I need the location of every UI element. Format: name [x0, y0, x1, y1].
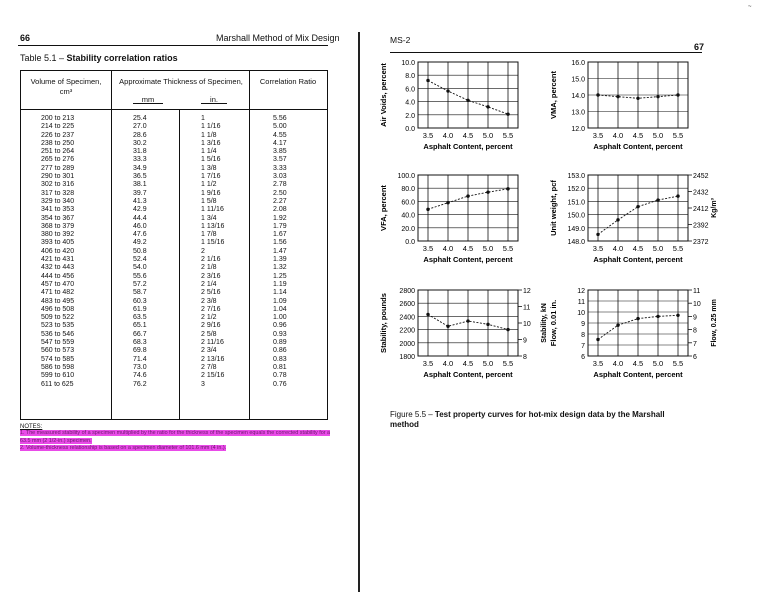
x-tick-label: 3.5 — [592, 131, 604, 140]
data-point — [506, 187, 509, 190]
inches-cell: 2 13/16 — [201, 355, 225, 363]
inches-cell: 1 1/16 — [201, 123, 221, 131]
inches-cell: 2 9/16 — [201, 322, 221, 330]
x-axis-label: Asphalt Content, percent — [423, 370, 513, 379]
figure-caption — [390, 410, 690, 430]
mm-cell: 66.7 — [133, 330, 147, 338]
inches-cell: 3 — [201, 380, 205, 388]
data-point — [616, 218, 619, 221]
mm-cell: 65.1 — [133, 322, 147, 330]
ratio-cell: 1.32 — [273, 264, 287, 272]
ratio-cell: 5.56 — [273, 115, 287, 122]
mm-cell: 54.0 — [133, 264, 147, 272]
inches-cell: 1 1/4 — [201, 148, 217, 156]
x-tick-label: 4.5 — [462, 359, 474, 368]
volume-cell: 547 to 559 — [41, 339, 75, 347]
mm-cell: 68.3 — [133, 339, 147, 347]
inches-cell: 1 1/8 — [201, 131, 217, 139]
data-point — [676, 93, 679, 96]
ratio-cell: 0.83 — [273, 355, 287, 363]
y-tick-label: 2.0 — [405, 112, 415, 120]
x-axis-label: Asphalt Content, percent — [593, 255, 683, 264]
volume-cell: 302 to 316 — [41, 181, 75, 189]
column-volume — [41, 115, 74, 389]
volume-cell: 523 to 535 — [41, 322, 75, 330]
mm-cell: 38.1 — [133, 181, 147, 189]
x-axis-label: Asphalt Content, percent — [423, 255, 513, 264]
x-tick-label: 4.5 — [462, 131, 474, 140]
data-point — [636, 205, 639, 208]
x-axis-label: Asphalt Content, percent — [423, 142, 513, 151]
right-page — [360, 0, 768, 594]
volume-cell: 368 to 379 — [41, 222, 75, 230]
inches-cell: 2 1/8 — [201, 264, 217, 272]
inches-cell: 2 1/2 — [201, 314, 217, 322]
inches-cell: 1 5/16 — [201, 156, 221, 164]
mm-cell: 74.6 — [133, 372, 147, 380]
inches-cell: 1 3/4 — [201, 214, 217, 222]
y-tick-label: 6.0 — [405, 86, 415, 94]
inches-cell: 2 11/16 — [201, 339, 224, 347]
mm-cell: 41.3 — [133, 197, 147, 205]
y-tick-label: 0.0 — [405, 239, 415, 246]
x-tick-label: 5.0 — [482, 131, 494, 140]
y-right-tick-label: 2412 — [693, 206, 709, 213]
y-right-tick-label: 2452 — [693, 173, 709, 180]
x-tick-label: 4.0 — [612, 244, 624, 253]
y-tick-label: 10.0 — [401, 60, 415, 67]
mm-cell: 50.8 — [133, 247, 147, 255]
y-tick-label: 10 — [577, 310, 585, 317]
volume-cell: 536 to 546 — [41, 330, 75, 338]
data-point — [466, 319, 469, 322]
header-ratio: Correlation Ratio — [259, 77, 317, 86]
ratio-cell: 2.08 — [273, 206, 287, 214]
y-tick-label: 12.0 — [571, 126, 585, 133]
y-right-tick-label: 8 — [523, 354, 527, 361]
mm-cell: 44.4 — [133, 214, 147, 222]
volume-cell: 406 to 420 — [41, 247, 75, 255]
data-point — [446, 325, 449, 328]
volume-cell: 226 to 237 — [41, 131, 75, 139]
data-point — [486, 323, 489, 326]
x-tick-label: 4.0 — [442, 131, 454, 140]
x-tick-label: 4.5 — [462, 244, 474, 253]
ratio-cell: 0.86 — [273, 347, 287, 355]
volume-cell: 457 to 470 — [41, 280, 75, 288]
y-tick-label: 2400 — [399, 314, 415, 322]
notes — [20, 430, 332, 453]
table-col-divider — [249, 71, 250, 419]
inches-cell: 2 5/8 — [201, 330, 217, 338]
data-point — [676, 194, 679, 197]
ratio-cell: 3.33 — [273, 164, 287, 172]
mm-cell: 34.9 — [133, 164, 147, 172]
y-tick-label: 60.0 — [401, 199, 415, 207]
inches-cell: 1 11/16 — [201, 206, 224, 214]
y-tick-label: 16.0 — [571, 60, 585, 67]
volume-cell: 380 to 392 — [41, 231, 75, 239]
y-tick-label: 150.0 — [567, 212, 585, 220]
data-point — [656, 95, 659, 98]
inches-cell: 2 3/8 — [201, 297, 217, 305]
y-tick-label: 40.0 — [401, 212, 415, 220]
mm-cell: 49.2 — [133, 239, 147, 247]
data-point — [466, 99, 469, 102]
inches-cell: 1 7/8 — [201, 231, 217, 239]
x-tick-label: 5.5 — [672, 359, 684, 368]
inches-cell: 1 3/8 — [201, 164, 217, 172]
volume-cell: 471 to 482 — [41, 289, 75, 297]
y-right-tick-label: 11 — [523, 304, 531, 312]
x-tick-label: 5.0 — [652, 244, 664, 253]
volume-cell: 251 to 264 — [41, 148, 75, 156]
inches-cell: 1 7/16 — [201, 173, 221, 181]
mm-cell: 61.9 — [133, 305, 147, 313]
y-tick-label: 7 — [581, 343, 585, 350]
y-right-tick-label: 12 — [523, 288, 531, 295]
y-tick-label: 8 — [581, 332, 585, 339]
y-tick-label: 20.0 — [401, 225, 415, 233]
x-tick-label: 4.5 — [632, 131, 644, 140]
y-right-tick-label: 8 — [693, 327, 697, 335]
volume-cell: 483 to 495 — [41, 297, 75, 305]
volume-cell: 574 to 585 — [41, 355, 75, 363]
column-inches — [201, 115, 224, 389]
ratio-cell: 2.50 — [273, 189, 287, 197]
mm-cell: 39.7 — [133, 189, 147, 197]
figure-caption-text: Test property curves for hot-mix design data by the Marshall method — [390, 410, 665, 429]
column-ratio — [273, 115, 287, 389]
ratio-cell: 0.78 — [273, 372, 287, 380]
left-header-rule — [18, 45, 328, 46]
mm-cell: 30.2 — [133, 139, 147, 147]
x-tick-label: 4.0 — [612, 359, 624, 368]
y-axis-label: Unit weight, pcf — [549, 180, 558, 236]
y-tick-label: 149.0 — [567, 225, 585, 233]
x-tick-label: 5.0 — [482, 244, 494, 253]
volume-cell: 599 to 610 — [41, 372, 75, 380]
ratio-cell: 0.89 — [273, 339, 287, 347]
x-tick-label: 3.5 — [592, 359, 604, 368]
ratio-cell: 0.96 — [273, 322, 287, 330]
mm-cell: 57.2 — [133, 280, 147, 288]
y-right-tick-label: 2372 — [693, 239, 709, 246]
note-1: 1. The measured stability of a specimen multiplied by the ratio for the thickness of the specimen equals the corrected stability for a 63.5 mm (2 1/2-in.) specimen. — [20, 430, 331, 444]
data-point — [656, 315, 659, 318]
ratio-cell: 1.56 — [273, 239, 287, 247]
mm-cell: 58.7 — [133, 289, 147, 297]
mm-cell: 60.3 — [133, 297, 147, 305]
table-header-rule — [21, 109, 327, 110]
volume-cell: 509 to 522 — [41, 314, 75, 322]
mm-cell: 31.8 — [133, 148, 147, 156]
inches-cell: 2 — [201, 247, 205, 255]
volume-cell: 432 to 443 — [41, 264, 75, 272]
ratio-cell: 1.04 — [273, 305, 287, 313]
y-right-tick-label: 2392 — [693, 222, 709, 230]
stability-correlation-table — [20, 70, 328, 420]
mm-cell: 36.5 — [133, 173, 147, 181]
inches-cell: 1 1/2 — [201, 181, 217, 189]
volume-cell: 341 to 353 — [41, 206, 75, 214]
volume-cell: 317 to 328 — [41, 189, 75, 197]
y-axis-label: Air Voids, percent — [379, 63, 388, 127]
notes-label: NOTES: — [20, 424, 43, 430]
x-tick-label: 3.5 — [592, 244, 604, 253]
data-point — [596, 233, 599, 236]
x-tick-label: 5.5 — [672, 131, 684, 140]
y-tick-label: 14.0 — [571, 93, 585, 100]
y-tick-label: 2800 — [399, 288, 415, 295]
table-title-prefix: Table 5.1 – — [20, 53, 67, 63]
y-tick-label: 13.0 — [571, 109, 585, 117]
y-right-axis-label: Stability, kN — [541, 303, 548, 343]
volume-cell: 354 to 367 — [41, 214, 75, 222]
volume-cell: 238 to 250 — [41, 139, 75, 147]
inches-cell: 1 3/16 — [201, 139, 221, 147]
mm-cell: 46.0 — [133, 222, 147, 230]
right-running-head: MS-2 — [390, 35, 411, 45]
y-right-axis-label: Kg/m³ — [711, 198, 718, 218]
x-tick-label: 5.0 — [482, 359, 494, 368]
inches-cell: 2 7/8 — [201, 363, 217, 371]
volume-cell: 214 to 225 — [41, 123, 75, 131]
y-right-tick-label: 10 — [693, 301, 701, 309]
ratio-cell: 1.79 — [273, 222, 287, 230]
ratio-cell: 1.09 — [273, 297, 287, 305]
x-tick-label: 4.0 — [442, 244, 454, 253]
ratio-cell: 5.00 — [273, 123, 287, 131]
volume-cell: 560 to 573 — [41, 347, 75, 355]
y-tick-label: 2600 — [399, 301, 415, 309]
mm-cell: 71.4 — [133, 355, 147, 363]
header-in: in. — [210, 95, 218, 104]
mm-cell: 63.5 — [133, 314, 147, 322]
volume-cell: 329 to 340 — [41, 197, 75, 205]
mm-cell: 42.9 — [133, 206, 147, 214]
mm-cell: 25.4 — [133, 115, 147, 122]
data-point — [676, 314, 679, 317]
data-point — [446, 89, 449, 92]
volume-cell: 444 to 456 — [41, 272, 75, 280]
y-axis-label: Stability, pounds — [379, 293, 388, 353]
y-axis-label: VMA, percent — [549, 71, 558, 119]
mm-cell: 47.6 — [133, 231, 147, 239]
data-point — [596, 93, 599, 96]
inches-cell: 2 3/4 — [201, 347, 217, 355]
y-tick-label: 2200 — [399, 327, 415, 335]
y-tick-label: 80.0 — [401, 186, 415, 194]
volume-cell: 586 to 598 — [41, 363, 75, 371]
ratio-cell: 2.78 — [273, 181, 287, 189]
y-tick-label: 1800 — [399, 354, 415, 361]
x-tick-label: 5.0 — [652, 359, 664, 368]
data-point — [506, 328, 509, 331]
y-tick-label: 148.0 — [567, 239, 585, 246]
ratio-cell: 3.57 — [273, 156, 287, 164]
y-right-tick-label: 10 — [523, 321, 531, 328]
y-tick-label: 153.0 — [567, 173, 585, 180]
ratio-cell: 1.14 — [273, 289, 287, 297]
data-point — [466, 194, 469, 197]
inches-cell: 2 3/16 — [201, 272, 221, 280]
y-tick-label: 9 — [581, 321, 585, 328]
volume-cell: 277 to 289 — [41, 164, 75, 172]
data-point — [596, 338, 599, 341]
y-tick-label: 12 — [577, 288, 585, 295]
ratio-cell: 1.47 — [273, 247, 287, 255]
x-tick-label: 3.5 — [422, 131, 434, 140]
data-point — [636, 97, 639, 100]
x-tick-label: 5.5 — [502, 244, 514, 253]
data-point — [486, 190, 489, 193]
volume-cell: 393 to 405 — [41, 239, 75, 247]
x-tick-label: 5.0 — [652, 131, 664, 140]
y-tick-label: 15.0 — [571, 76, 585, 84]
ratio-cell: 1.00 — [273, 314, 287, 322]
data-point — [506, 112, 509, 115]
inches-cell: 1 — [201, 115, 205, 122]
table-col-divider — [111, 71, 112, 419]
data-point — [446, 201, 449, 204]
volume-cell: 200 to 213 — [41, 115, 75, 122]
data-point — [486, 105, 489, 108]
mm-cell: 27.0 — [133, 123, 147, 131]
right-page-number: 67 — [694, 42, 705, 52]
y-tick-label: 2000 — [399, 340, 415, 348]
inches-cell: 2 1/4 — [201, 280, 217, 288]
header-thickness: Approximate Thickness of Specimen, — [119, 77, 243, 86]
y-tick-label: 152.0 — [567, 186, 585, 194]
x-tick-label: 4.5 — [632, 244, 644, 253]
y-tick-label: 11 — [577, 299, 585, 306]
mm-cell: 76.2 — [133, 380, 147, 388]
ratio-cell: 0.81 — [273, 363, 287, 371]
figure-caption-prefix: Figure 5.5 – — [390, 410, 435, 419]
inches-cell: 1 9/16 — [201, 189, 221, 197]
inches-cell: 2 7/16 — [201, 305, 221, 313]
x-axis-label: Asphalt Content, percent — [593, 370, 683, 379]
y-right-tick-label: 11 — [693, 288, 701, 295]
x-tick-label: 5.5 — [502, 359, 514, 368]
y-right-tick-label: 9 — [693, 314, 697, 322]
y-tick-label: 100.0 — [397, 173, 415, 180]
data-point — [616, 95, 619, 98]
inches-cell: 2 1/16 — [201, 256, 221, 264]
ratio-cell: 1.19 — [273, 280, 287, 288]
inches-cell: 1 15/16 — [201, 239, 225, 247]
note-2: 2. Volume-thickness relationship is based on a specimen diameter of 101.6 mm (4 in.). — [20, 445, 227, 451]
y-right-tick-label: 7 — [693, 340, 697, 348]
ratio-cell: 2.27 — [273, 197, 287, 205]
volume-cell: 290 to 301 — [41, 173, 75, 181]
ratio-cell: 1.67 — [273, 231, 287, 239]
y-tick-label: 8.0 — [405, 73, 415, 81]
inches-cell: 1 5/8 — [201, 197, 217, 205]
data-point — [426, 313, 429, 316]
y-tick-label: 6 — [581, 354, 585, 361]
table-title-text: Stability correlation ratios — [66, 53, 178, 63]
table-col-divider — [179, 109, 180, 419]
x-axis-label: Asphalt Content, percent — [593, 142, 683, 151]
mm-cell: 69.8 — [133, 347, 147, 355]
volume-cell: 421 to 431 — [41, 256, 75, 264]
ratio-cell: 0.76 — [273, 380, 287, 388]
header-volume: Volume of Specimen, cm³ — [30, 77, 102, 96]
left-running-head: Marshall Method of Mix Design — [216, 33, 340, 43]
header-mm: mm — [141, 95, 155, 104]
ratio-cell: 3.03 — [273, 173, 287, 181]
y-tick-label: 4.0 — [405, 99, 415, 107]
ratio-cell: 4.55 — [273, 131, 287, 139]
ratio-cell: 1.25 — [273, 272, 287, 280]
volume-cell: 611 to 625 — [41, 380, 74, 388]
left-page — [0, 0, 358, 594]
data-point — [616, 324, 619, 327]
y-right-tick-label: 2432 — [693, 189, 709, 197]
inches-cell: 1 13/16 — [201, 222, 225, 230]
data-point — [426, 208, 429, 211]
ratio-cell: 3.85 — [273, 148, 287, 156]
left-page-number: 66 — [20, 33, 31, 43]
ratio-cell: 4.17 — [273, 139, 287, 147]
y-right-axis-label: Flow, 0.25 mm — [711, 299, 718, 347]
mm-cell: 73.0 — [133, 363, 147, 371]
x-tick-label: 4.5 — [632, 359, 644, 368]
mm-cell: 52.4 — [133, 256, 147, 264]
volume-cell: 265 to 276 — [41, 156, 75, 164]
mm-cell: 55.6 — [133, 272, 147, 280]
y-axis-label: VFA, percent — [379, 185, 388, 231]
table-title — [20, 53, 178, 63]
y-right-tick-label: 9 — [523, 337, 527, 345]
x-tick-label: 4.0 — [612, 131, 624, 140]
mm-cell: 28.6 — [133, 131, 147, 139]
data-point — [656, 198, 659, 201]
data-point — [426, 79, 429, 82]
ratio-cell: 1.92 — [273, 214, 287, 222]
x-tick-label: 5.5 — [672, 244, 684, 253]
column-mm — [133, 115, 147, 389]
y-tick-label: 151.0 — [567, 199, 585, 207]
volume-cell: 496 to 508 — [41, 305, 75, 313]
data-point — [636, 317, 639, 320]
y-tick-label: 0.0 — [405, 126, 415, 133]
test-property-charts — [360, 0, 768, 400]
inches-cell: 2 5/16 — [201, 289, 221, 297]
inches-cell: 2 15/16 — [201, 372, 225, 380]
mm-cell: 33.3 — [133, 156, 147, 164]
y-axis-label: Flow, 0.01 in. — [549, 299, 558, 347]
stray-mark: ~ — [748, 4, 752, 10]
ratio-cell: 0.93 — [273, 330, 287, 338]
x-tick-label: 5.5 — [502, 131, 514, 140]
x-tick-label: 4.0 — [442, 359, 454, 368]
x-tick-label: 3.5 — [422, 359, 434, 368]
x-tick-label: 3.5 — [422, 244, 434, 253]
ratio-cell: 1.39 — [273, 256, 287, 264]
y-right-tick-label: 6 — [693, 354, 697, 361]
